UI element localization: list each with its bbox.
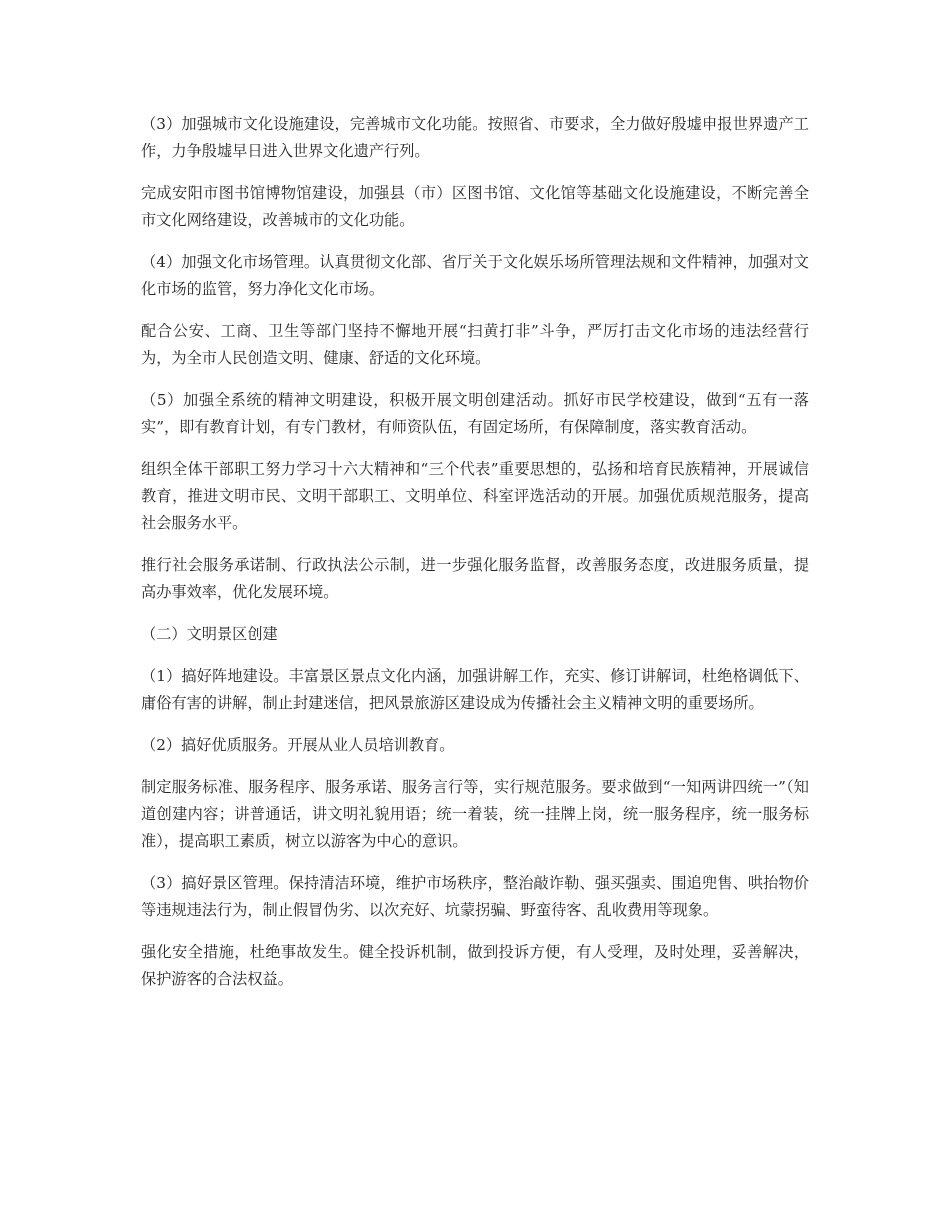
document-body: [141, 111, 809, 1008]
paragraph-quality-service: （2）搞好优质服务。开展从业人员培训教育。: [141, 736, 455, 754]
paragraph-spiritual-civilization: （5）加强全系统的精神文明建设，积极开展文明创建活动。抓好市民学校建设，做到“五有一落实”，即有教育计划，有专门教材，有师资队伍，有固定场所，有保障制度，落实教育活动。: [141, 391, 809, 437]
paragraph-position-building: （1）搞好阵地建设。丰富景区景点文化内涵，加强讲解工作，充实、修订讲解词，杜绝格调低下、庸俗有害的讲解，制止封建迷信，把风景旅游区建设成为传播社会主义精神文明的重要场所。: [141, 667, 809, 713]
paragraph-safety-measures: 强化安全措施，杜绝事故发生。健全投诉机制，做到投诉方便，有人受理，及时处理，妥善解决，保护游客的合法权益。: [141, 943, 809, 989]
paragraph-culture-facilities: （3）加强城市文化设施建设，完善城市文化功能。按照省、市要求，全力做好殷墟申报世界遗产工作，力争殷墟早日进入世界文化遗产行列。: [141, 115, 809, 161]
paragraph-service-commitment: 推行社会服务承诺制、行政执法公示制，进一步强化服务监督，改善服务态度，改进服务质量，提高办事效率，优化发展环境。: [141, 556, 809, 602]
paragraph-staff-study: 组织全体干部职工努力学习十六大精神和“三个代表”重要思想的，弘扬和培育民族精神，开展诚信教育，推进文明市民、文明干部职工、文明单位、科室评选活动的开展。加强优质规范服务，提高社会服务水平。: [141, 460, 809, 533]
paragraph-library-museum: 完成安阳市图书馆博物馆建设，加强县（市）区图书馆、文化馆等基础文化设施建设，不断完善全市文化网络建设，改善城市的文化功能。: [141, 184, 809, 230]
paragraph-service-standards: 制定服务标准、服务程序、服务承诺、服务言行等，实行规范服务。要求做到“一知两讲四统一”（知道创建内容；讲普通话，讲文明礼貌用语；统一着装，统一挂牌上岗，统一服务程序，统一服务标准），提高职工素质，树立以游客为中心的意识。: [141, 777, 809, 851]
paragraph-anti-pornography: 配合公安、工商、卫生等部门坚持不懈地开展“扫黄打非”斗争，严厉打击文化市场的违法经营行为，为全市人民创造文明、健康、舒适的文化环境。: [141, 322, 809, 368]
paragraph-culture-market: （4）加强文化市场管理。认真贯彻文化部、省厅关于文化娱乐场所管理法规和文件精神，加强对文化市场的监管，努力净化文化市场。: [141, 253, 809, 299]
section-heading-scenic-area: （二）文明景区创建: [141, 625, 278, 644]
paragraph-scenic-management: （3）搞好景区管理。保持清洁环境，维护市场秩序，整治敲诈勒、强买强卖、围追兜售、哄抬物价等违规违法行为，制止假冒伪劣、以次充好、坑蒙拐骗、野蛮待客、乱收费用等现象。: [141, 874, 809, 920]
